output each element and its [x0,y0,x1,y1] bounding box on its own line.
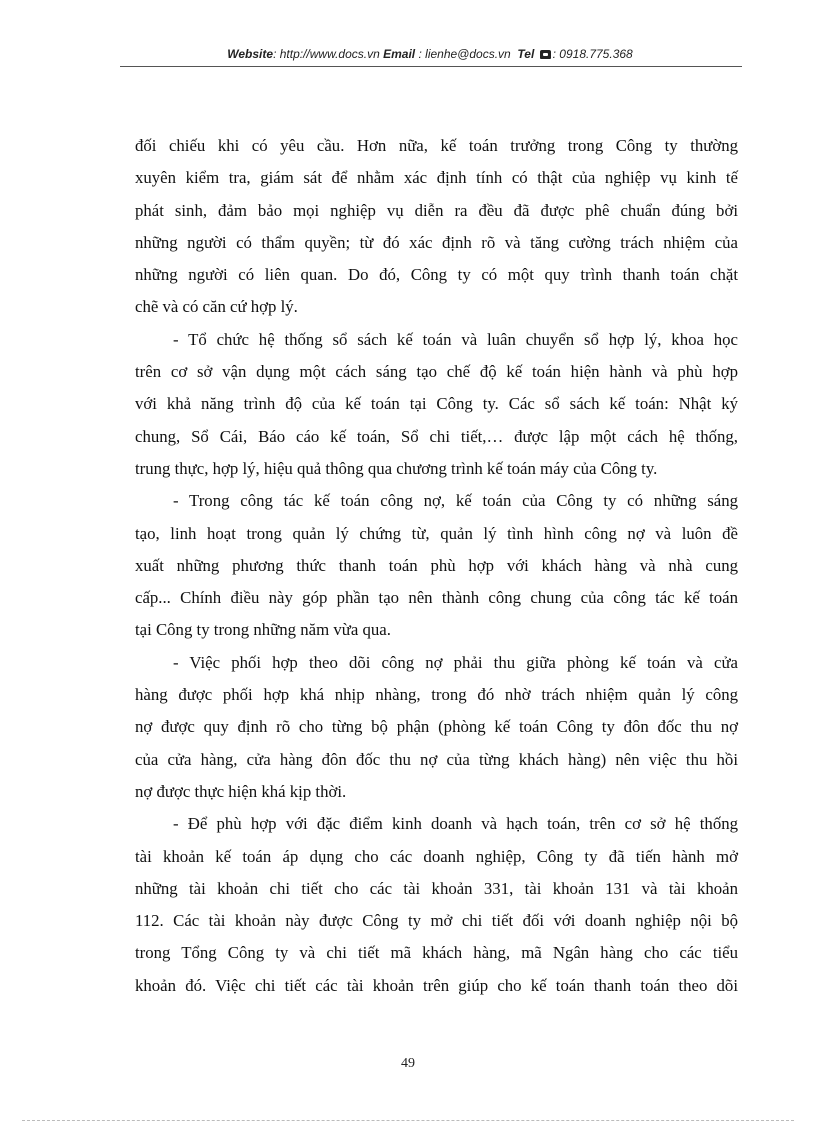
email-label: Email [383,47,416,61]
text-line: phát sinh, đảm bảo mọi nghiệp vụ diễn ra đều đã được phê chuẩn đúng bởi [135,200,738,220]
text-line: khoản đó. Việc chi tiết các tài khoản trên giúp cho kế toán thanh toán theo dõi [135,975,738,995]
tel-value: : 0918.775.368 [552,47,633,61]
header-divider [120,66,742,67]
body-text [135,130,738,1002]
text-line: nợ được thực hiện khá kịp thời. [135,781,347,801]
text-line: trong Tổng Công ty và chi tiết mã khách hàng, mã Ngân hàng cho các tiểu [135,943,738,963]
text-line: đối chiếu khi có yêu cầu. Hơn nữa, kế toán trưởng trong Công ty thường [135,136,738,155]
text-line: những người có liên quan. Do đó, Công ty có một quy trình thanh toán chặt [135,265,738,285]
phone-icon [540,50,551,59]
text-line: - Trong công tác kế toán công nợ, kế toán của Công ty có những sáng [173,491,738,511]
text-line: trên cơ sở vận dụng một cách sáng tạo chế độ kế toán hiện hành và phù hợp [135,362,738,382]
email-value: : lienhe@docs.vn [418,47,511,61]
text-line: của cửa hàng, cửa hàng đôn đốc thu nợ của từng khách hàng) nên việc thu hồi [135,749,738,769]
text-line: - Để phù hợp với đặc điểm kinh doanh và hạch toán, trên cơ sở hệ thống [173,814,738,834]
text-line: nợ được quy định rõ cho từng bộ phận (phòng kế toán Công ty đôn đốc thu nợ [135,717,738,737]
page-header [120,47,740,61]
text-line: cấp... Chính điều này góp phần tạo nên thành công chung của công tác kế toán [135,588,738,608]
text-line: - Việc phối hợp theo dõi công nợ phải thu giữa phòng kế toán và cửa [173,652,738,672]
text-line: tại Công ty trong những năm vừa qua. [135,620,391,640]
text-line: chung, Sổ Cái, Báo cáo kế toán, Sổ chi tiết,… được lập một cách hệ thống, [135,426,738,446]
website-label: Website [227,47,274,61]
text-line: xuất những phương thức thanh toán phù hợp với khách hàng và nhà cung [135,555,738,575]
text-line: hàng được phối hợp khá nhịp nhàng, trong đó nhờ trách nhiệm quản lý công [135,685,738,705]
text-line: tài khoản kế toán áp dụng cho các doanh nghiệp, Công ty đã tiến hành mở [135,846,738,866]
text-line: chẽ và có căn cứ hợp lý. [135,297,298,317]
text-line: - Tổ chức hệ thống sổ sách kế toán và luân chuyển sổ hợp lý, khoa học [173,329,738,349]
text-line: tạo, linh hoạt trong quản lý chứng từ, quản lý tình hình công nợ và luôn đề [135,523,738,543]
text-line: xuyên kiểm tra, giám sát để nhằm xác định tính có thật của nghiệp vụ kinh tế [135,168,738,188]
tel-label: Tel [517,47,535,61]
text-line: với khả năng trình độ của kế toán tại Công ty. Các sổ sách kế toán: Nhật ký [135,394,738,414]
website-value: : http://www.docs.vn [273,47,380,61]
text-line: những người có thẩm quyền; từ đó xác định rõ và tăng cường trách nhiệm của [135,232,738,252]
text-line: 112. Các tài khoản này được Công ty mở chi tiết đối với doanh nghiệp nội bộ [135,911,738,931]
text-line: trung thực, hợp lý, hiệu quả thông qua chương trình kế toán máy của Công ty. [135,458,658,478]
page-number: 49 [401,1056,415,1071]
page-bottom-border [22,1120,794,1121]
text-line: những tài khoản chi tiết cho các tài khoản 331, tài khoản 131 và tài khoản [135,878,738,898]
